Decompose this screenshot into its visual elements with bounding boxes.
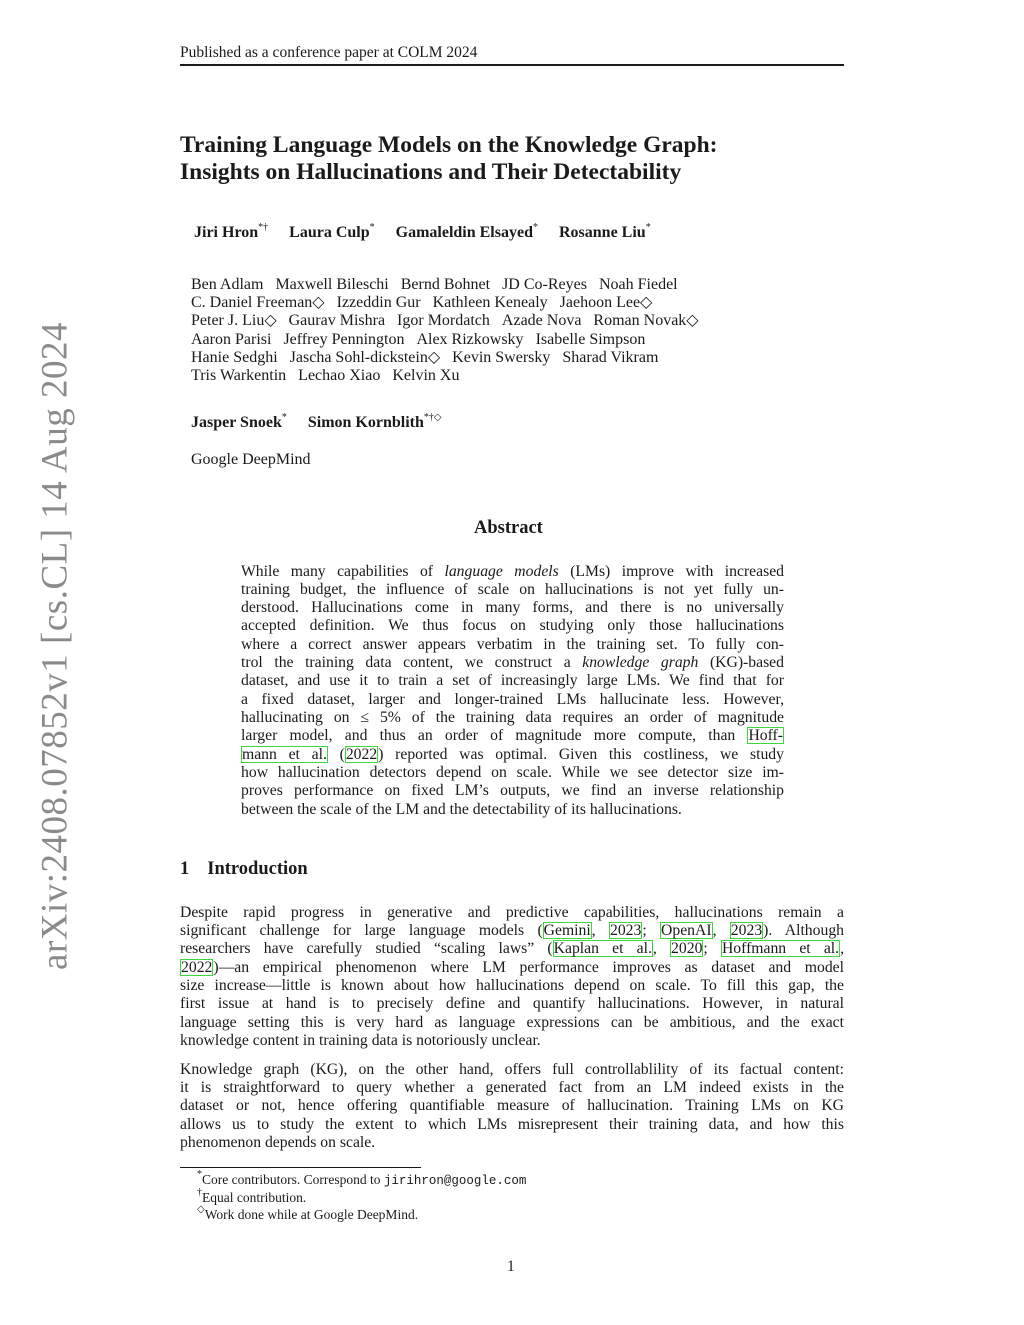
citation-year-link[interactable]: 2020 bbox=[671, 940, 703, 957]
footnote-rule bbox=[180, 1167, 421, 1168]
author: Laura Culp* bbox=[289, 222, 375, 241]
abstract-line: how hallucination detectors depend on scale. While we see detector size im- bbox=[241, 764, 784, 781]
author: Simon Kornblith*†◇ bbox=[307, 412, 442, 431]
abstract-line: derstood. Hallucinations come in many forms, and there is no universally bbox=[241, 599, 784, 616]
section-heading: 1 Introduction bbox=[180, 859, 308, 879]
citation-link[interactable]: Kaplan et al. bbox=[553, 940, 652, 957]
abstract-line: hallucinating on ≤ 5% of the training data requires an order of magnitude bbox=[241, 709, 784, 726]
citation-year-link[interactable]: 2023 bbox=[730, 922, 763, 939]
title-line-2: Insights on Hallucinations and Their Detectability bbox=[180, 159, 682, 185]
citation-link[interactable]: Hoffmann et al. bbox=[721, 940, 840, 957]
abstract-line: a fixed dataset, larger and longer-trained LMs hallucinate less. However, bbox=[241, 691, 784, 708]
abstract-line: trol the training data content, we construct a knowledge graph (KG)-based bbox=[241, 654, 784, 671]
senior-authors bbox=[191, 414, 459, 432]
contact-email[interactable]: jirihron@google.com bbox=[383, 1174, 527, 1188]
author: Rosanne Liu* bbox=[558, 222, 651, 241]
author-list-line: Peter J. Liu◇ Gaurav Mishra Igor Mordatch Azade Nova Roman Novak◇ bbox=[191, 312, 699, 329]
page-number: 1 bbox=[507, 1258, 515, 1275]
citation-link[interactable]: mann et al. bbox=[242, 746, 327, 763]
body-line: phenomenon depends on scale. bbox=[180, 1134, 376, 1151]
footnote: †Equal contribution. bbox=[197, 1187, 307, 1205]
body-line: researchers have carefully studied “scaling laws” (Kaplan et al., 2020; Hoffmann et al., bbox=[180, 940, 844, 957]
paper-title bbox=[180, 132, 880, 186]
body-line: knowledge content in training data is notoriously unclear. bbox=[180, 1032, 541, 1049]
abstract-line: larger model, and thus an order of magnitude more compute, than Hoff- bbox=[241, 727, 783, 744]
citation-year-link[interactable]: 2022 bbox=[345, 746, 378, 763]
body-line: it is straightforward to query whether a generated fact from an LM indeed exists in the bbox=[180, 1079, 844, 1096]
author-list-line: Aaron Parisi Jeffrey Pennington Alex Rizkowsky Isabelle Simpson bbox=[191, 331, 646, 348]
arxiv-identifier: arXiv:2408.07852v1 [cs.CL] 14 Aug 2024 bbox=[34, 322, 76, 970]
abstract-line: training budget, the influence of scale on hallucinations is not yet fully un- bbox=[241, 581, 784, 598]
abstract-line: accepted definition. We thus focus on studying only those hallucinations bbox=[241, 617, 784, 634]
body-line: Knowledge graph (KG), on the other hand, offers full controllablility of its factual content: bbox=[180, 1061, 844, 1078]
citation-link[interactable]: OpenAI bbox=[661, 922, 712, 939]
abstract-line: dataset, and use it to train a set of increasingly large LMs. We find that for bbox=[241, 672, 784, 689]
abstract-line: proves performance on fixed LM’s outputs, we find an inverse relationship bbox=[241, 782, 784, 799]
footnote: ◇Work done while at Google DeepMind. bbox=[197, 1204, 419, 1222]
affiliation: Google DeepMind bbox=[191, 451, 311, 468]
header-rule bbox=[180, 64, 844, 66]
citation-year-link[interactable]: 2023 bbox=[609, 922, 642, 939]
author-list-line: C. Daniel Freeman◇ Izzeddin Gur Kathleen Kenealy Jaehoon Lee◇ bbox=[191, 294, 653, 311]
author-list-line: Ben Adlam Maxwell Bileschi Bernd Bohnet JD Co-Reyes Noah Fiedel bbox=[191, 276, 678, 293]
author-list-line: Tris Warkentin Lechao Xiao Kelvin Xu bbox=[191, 367, 460, 384]
body-line: 2022)—an empirical phenomenon where LM performance improves as dataset and model bbox=[181, 959, 844, 976]
title-line-1: Training Language Models on the Knowledge Graph: bbox=[180, 132, 718, 158]
author-list-line: Hanie Sedghi Jascha Sohl-dickstein◇ Kevin Swersky Sharad Vikram bbox=[191, 349, 659, 366]
abstract-line: between the scale of the LM and the detectability of its hallucinations. bbox=[241, 801, 682, 818]
body-line: allows us to study the extent to which LMs misrepresent their training data, and how this bbox=[180, 1116, 844, 1133]
body-line: language setting this is very hard as language expressions can be ambitious, and the exact bbox=[180, 1014, 844, 1031]
abstract-line: where a correct answer appears verbatim in the training set. To fully con- bbox=[241, 636, 784, 653]
author: Gamaleldin Elsayed* bbox=[395, 222, 538, 241]
body-line: first issue at hand is to precisely define and quantify hallucinations. However, in natural bbox=[180, 995, 844, 1012]
citation-link[interactable]: Hoff- bbox=[748, 727, 783, 744]
author: Jiri Hron*† bbox=[194, 222, 269, 241]
abstract-heading: Abstract bbox=[474, 518, 543, 538]
body-line: Despite rapid progress in generative and predictive capabilities, hallucinations remain a bbox=[180, 904, 844, 921]
body-line: size increase—little is known about how hallucinations depend on scale. To fill this gap, the bbox=[180, 977, 844, 994]
footnote: *Core contributors. Correspond to jirihron@google.com bbox=[197, 1169, 527, 1188]
citation-year-link[interactable]: 2022 bbox=[181, 959, 213, 976]
author: Jasper Snoek* bbox=[191, 412, 287, 431]
body-line: dataset or not, hence offering quantifiable measure of hallucination. Training LMs on KG bbox=[180, 1097, 844, 1114]
citation-link[interactable]: Gemini bbox=[543, 922, 591, 939]
running-header: Published as a conference paper at COLM 2024 bbox=[180, 44, 478, 61]
abstract-line: mann et al. (2022) reported was optimal. Given this costliness, we study bbox=[242, 746, 784, 763]
abstract-line: While many capabilities of language models (LMs) improve with increased bbox=[241, 563, 785, 580]
main-authors bbox=[194, 224, 668, 242]
body-line: significant challenge for large language models (Gemini, 2023; OpenAI, 2023). Although bbox=[180, 922, 845, 939]
